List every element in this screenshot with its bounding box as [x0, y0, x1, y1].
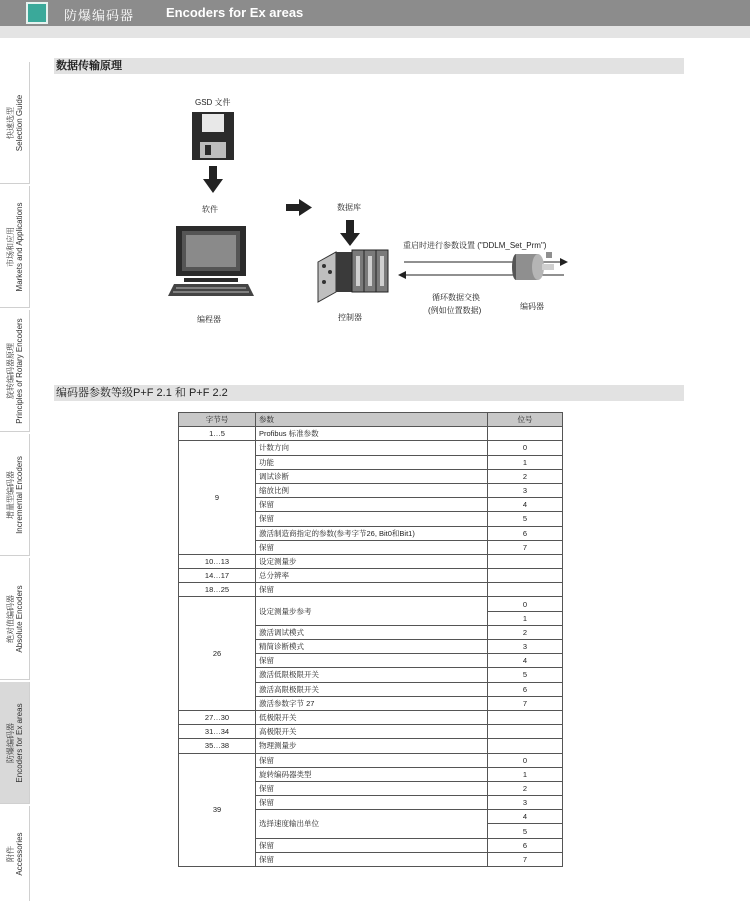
param-cell: 激活调试模式: [256, 625, 488, 639]
sidebar: [0, 62, 30, 901]
param-cell: 缩放比例: [256, 483, 488, 497]
param-cell: 激活高限极限开关: [256, 682, 488, 696]
arrow-down-icon: [203, 166, 223, 193]
bit-cell: [488, 427, 563, 441]
label-database: 数据库: [337, 203, 361, 212]
bit-cell: 1: [488, 611, 563, 625]
bit-cell: 0: [488, 441, 563, 455]
floppy-disk-icon: [192, 112, 234, 160]
sidebar-item-ex-areas[interactable]: 防爆编码器 Encoders for Ex areas: [0, 682, 30, 804]
bit-cell: [488, 710, 563, 724]
param-cell: Profibus 标准参数: [256, 427, 488, 441]
header-underline: [0, 26, 750, 38]
bit-cell: [488, 583, 563, 597]
bit-cell: [488, 725, 563, 739]
param-cell: 保留: [256, 583, 488, 597]
param-cell: 总分辨率: [256, 569, 488, 583]
section-title-parameter-level: 编码器参数等级P+F 2.1 和 P+F 2.2: [54, 385, 684, 401]
bit-cell: 3: [488, 640, 563, 654]
bit-cell: 6: [488, 526, 563, 540]
table-row: [179, 583, 563, 597]
param-cell: 激活参数字节 27: [256, 696, 488, 710]
header-title-en: Encoders for Ex areas: [166, 5, 304, 20]
section-title-data-transmission: 数据传输原理: [54, 58, 684, 74]
bit-cell: [488, 569, 563, 583]
page-header: [0, 0, 750, 26]
param-cell: 高极限开关: [256, 725, 488, 739]
param-cell: 保留: [256, 753, 488, 767]
param-cell: 保留: [256, 852, 488, 866]
param-cell: 精简诊断模式: [256, 640, 488, 654]
bit-cell: 2: [488, 781, 563, 795]
bit-cell: 7: [488, 540, 563, 554]
param-cell: 调试诊断: [256, 469, 488, 483]
table-row: [179, 427, 563, 441]
bit-cell: 3: [488, 483, 563, 497]
bit-cell: [488, 554, 563, 568]
byte-cell: 14…17: [179, 569, 256, 583]
table-row: [179, 753, 563, 767]
arrow-down-icon: [340, 220, 360, 246]
byte-cell: 31…34: [179, 725, 256, 739]
table-row: [179, 710, 563, 724]
col-header-param: 参数: [256, 413, 488, 427]
encoder-icon: [512, 252, 554, 280]
table-row: [179, 554, 563, 568]
bit-cell: 2: [488, 469, 563, 483]
table-row: [179, 597, 563, 611]
diagram-graphics: [160, 92, 580, 332]
bit-cell: 7: [488, 852, 563, 866]
label-gsd-file: GSD 文件: [195, 98, 231, 107]
col-header-byte: 字节号: [179, 413, 256, 427]
table-row: [179, 739, 563, 753]
label-controller: 控制器: [338, 313, 362, 322]
param-cell: 物理测量步: [256, 739, 488, 753]
bit-cell: [488, 739, 563, 753]
table-header-row: [179, 413, 563, 427]
byte-cell: 10…13: [179, 554, 256, 568]
label-restart-param: 重启时进行参数设置 ("DDLM_Set_Prm"): [403, 241, 547, 250]
param-cell: 功能: [256, 455, 488, 469]
byte-cell: 27…30: [179, 710, 256, 724]
byte-cell: 35…38: [179, 739, 256, 753]
data-transmission-diagram: [160, 92, 580, 332]
table-row: [179, 569, 563, 583]
byte-cell: 1…5: [179, 427, 256, 441]
bit-cell: 4: [488, 810, 563, 824]
sidebar-item-incremental[interactable]: 增量型编码器 Incremental Encoders: [0, 434, 30, 556]
bit-cell: 4: [488, 498, 563, 512]
param-cell: 低极限开关: [256, 710, 488, 724]
label-cyclic-exchange: 循环数据交换: [432, 293, 480, 302]
byte-cell: 18…25: [179, 583, 256, 597]
bit-cell: 5: [488, 824, 563, 838]
bit-cell: 7: [488, 696, 563, 710]
computer-icon: [168, 226, 254, 296]
param-cell: 计数方向: [256, 441, 488, 455]
table-row: [179, 725, 563, 739]
bit-cell: 1: [488, 455, 563, 469]
bit-cell: 5: [488, 668, 563, 682]
bit-cell: 2: [488, 625, 563, 639]
param-cell: 保留: [256, 498, 488, 512]
bit-cell: 4: [488, 654, 563, 668]
bit-cell: 0: [488, 753, 563, 767]
label-encoder: 编码器: [520, 302, 544, 311]
label-programmer: 编程器: [197, 315, 221, 324]
sidebar-item-absolute[interactable]: 绝对值编码器 Absolute Encoders: [0, 558, 30, 680]
param-cell: 保留: [256, 838, 488, 852]
sidebar-item-markets[interactable]: 市场和应用 Markets and Applications: [0, 186, 30, 308]
param-cell: 保留: [256, 540, 488, 554]
col-header-bit: 位号: [488, 413, 563, 427]
param-cell: 保留: [256, 512, 488, 526]
sidebar-item-accessories[interactable]: 附件 Accessories: [0, 806, 30, 901]
sidebar-item-principles[interactable]: 旋转编码器原理 Principles of Rotary Encoders: [0, 310, 30, 432]
parameter-table: [178, 412, 563, 867]
param-cell: 保留: [256, 796, 488, 810]
param-cell: 设定测量步参考: [256, 597, 488, 625]
param-cell: 旋转编码器类型: [256, 767, 488, 781]
bit-cell: 5: [488, 512, 563, 526]
byte-cell: 9: [179, 441, 256, 555]
label-software: 软件: [202, 205, 218, 214]
bit-cell: 3: [488, 796, 563, 810]
header-title-cn: 防爆编码器: [64, 8, 135, 23]
byte-cell: 26: [179, 597, 256, 711]
param-cell: 保留: [256, 654, 488, 668]
plc-controller-icon: [318, 250, 388, 302]
param-cell: 激活低限极限开关: [256, 668, 488, 682]
arrow-right-icon: [286, 199, 312, 216]
brand-square-icon: [26, 2, 48, 24]
table-row: [179, 441, 563, 455]
byte-cell: 39: [179, 753, 256, 867]
sidebar-item-selection-guide[interactable]: 快速选型 Selection Guide: [0, 62, 30, 184]
param-cell: 激活制造商指定的参数(参考字节26, Bit0和Bit1): [256, 526, 488, 540]
bit-cell: 1: [488, 767, 563, 781]
bit-cell: 0: [488, 597, 563, 611]
label-cyclic-example: (例如位置数据): [428, 306, 482, 315]
param-cell: 保留: [256, 781, 488, 795]
bit-cell: 6: [488, 838, 563, 852]
param-cell: 选择速度输出单位: [256, 810, 488, 838]
bit-cell: 6: [488, 682, 563, 696]
param-cell: 设定测量步: [256, 554, 488, 568]
